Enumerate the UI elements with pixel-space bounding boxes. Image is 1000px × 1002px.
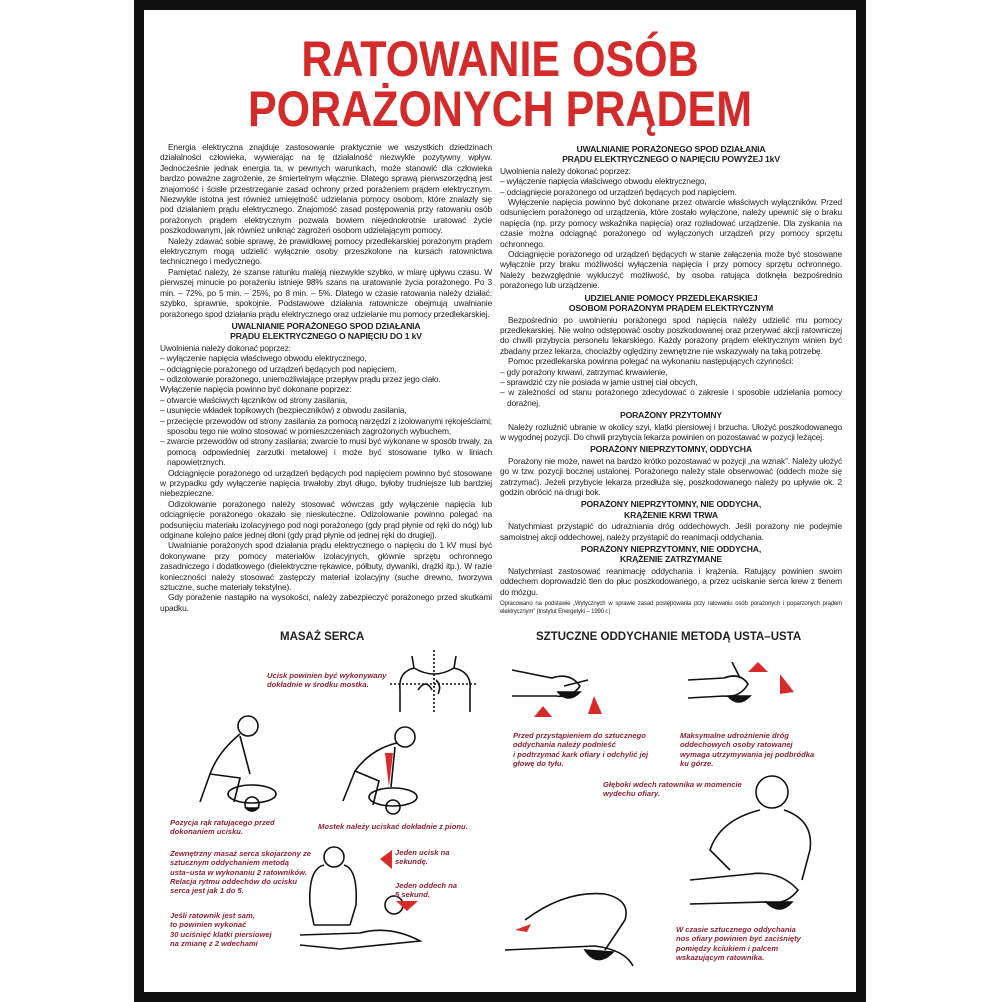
paragraph: Odizolowanie porażonego należy stosować wówczas gdy wyłączenie napięcia lub odciągnięcie porażonego okazało się nieskuteczne. Odizolowanie powinno polegać na podsunięciu materiału izolacyjnego pod nogi porażonego (gdy prąd płynie od ręki do nóg) lub odginane kolejno palce jednej dłoni (gdy prąd płynie od jednej ręki do drugiej). (160, 498, 492, 541)
caption-single-rescuer: Jeśli ratownik jest sam, to powinien wykonać 30 uciśnięć klatki piersiowej na zmianę z 2 wdechami (170, 911, 272, 948)
section-heading: UWALNIANIE PORAŻONEGO SPOD DZIAŁANIA PRĄDU ELEKTRYCZNEGO O NAPIĘCIU DO 1 kV (230, 320, 422, 342)
section-heading: PORAŻONY NIEPRZYTOMNY, NIE ODDYCHA, KRĄŻENIE KRWI TRWA (580, 499, 762, 520)
paragraph: Pomoc przedlekarska powinna polegać na wykonaniu następujących czynności: (508, 356, 794, 367)
section-heading: PORAŻONY NIEPRZYTOMNY, ODDYCHA (590, 444, 752, 455)
paragraph: Wyłączenie napięcia powinno być dokonane przez otwarcie właściwych wyłączników. Przed odsunięciem porażonego od urządzenia, które zostało wyłączone, należy upewnić się o braku napięcia (np. przy pomocy wskaźnika napięcia) oraz rozładować urządzenie. Dla zyskania na czasie można odciągnąć porażonego od wyłączonych urządzeń przy pomocy sprzętu ochronnego. (500, 197, 842, 249)
caption-inhale: Głęboki wdech ratownika w momencie wydechu ofiary. (603, 780, 742, 799)
list-item: – wyłączenie napięcia właściwego obwodu elektrycznego, (500, 176, 707, 187)
caption-airway: Maksymalne udrożnienie dróg oddechowych osoby ratowanej wymaga utrzymywania jej podbródka ku górze. (680, 731, 815, 768)
airway-illustration (688, 662, 808, 722)
list-item: – zwarcie przewodów od strony zasilania; zwarcie to musi być wykonane w sposób trwały, za pomocą odpowiedniej zarzutki metalowej i może być stosowane tylko w liniach napowietrznych. (160, 436, 492, 468)
paragraph: Uwolnienia należy dokonać poprzez: (160, 342, 291, 353)
title-line-1-text: RATOWANIE OSÓB (301, 31, 699, 87)
heart-massage-title: MASAŻ SERCA (280, 631, 365, 643)
paragraph: Pamiętać należy, że szanse ratunku maleją niezwykle szybko, w miarę upływu czasu. W pierwszej minucie po porażeniu istnieje 98% szans na uratowanie życia porażonego. Po 3 min. – 72%, po 5 min. – 25%, po 8 min. – 5%. Dlatego w czasie ratowania należy działać: szybko, sprawnie, spokojnie. Podstawowe działania ratownicze obejmują uwalnianie porażonego spod działania prądu elektrycznego oraz udzielanie mu pomocy przedlekarskiej. (160, 266, 492, 319)
paragraph: Gdy porażenie nastąpiło na wysokości, należy zabezpieczyć porażonego przed skutkami upadku. (160, 592, 492, 613)
section-heading: PORAŻONY NIEPRZYTOMNY, NIE ODDYCHA, KRĄŻENIE ZATRZYMANE (580, 544, 762, 565)
caption-hand-position: Pozycja rąk ratującego przed dokonaniem ucisku. (170, 818, 275, 837)
section-heading: UWALNIANIE PORAŻONEGO SPOD DZIAŁANIA PRĄDU ELEKTRYCZNEGO O NAPIĘCIU POWYŻEJ 1kV (562, 144, 780, 165)
caption-nose-pinch: W czasie sztucznego oddychania nos ofiary powinien być zaciśnięty pomiędzy kciukiem i palcem wskazującym ratownika. (676, 925, 801, 962)
left-text-column (160, 142, 492, 613)
cpr-hand-position-illustration (190, 712, 280, 812)
paragraph: Natychmiast przystąpić do udrażniania dróg oddechowych. Jeśli porażony nie podejmie samoistnej akcji oddechowej, należy przystąpić do reanimacji oddychania. (500, 521, 842, 542)
list-item: – otwarcie właściwych łączników od strony zasilania, (160, 394, 348, 405)
paragraph: Uwalnianie porażonych spod działania prądu elektrycznego o napięciu do 1 kV musi być dokonywane przy pomocy materiałów izolacyjnych, głównie sprzętu ochronnego zasadniczego i dodatkowego (dielektryczne rękawice, półbuty, dywaniki, drążki itp.). W razie konieczności należy stosować zastępczy materiał izolacyjny (suche drewno, tworzywa sztuczne, suche materiały tekstylne). (160, 540, 492, 593)
rescue-breathing-title: SZTUCZNE ODDYCHANIE METODĄ USTA–USTA (536, 631, 802, 643)
list-item: – wyłączenie napięcia właściwego obwodu elektrycznego, (160, 353, 367, 364)
caption-neck-support: Przed przystąpieniem do sztucznego oddychania należy podnieść i podtrzymać kark ofiary i odchylić jej głowę do tyłu. (513, 731, 649, 768)
paragraph: Należy rozluźnić ubranie w okolicy szyi, klatki piersiowej i brzucha. Ułożyć poszkodowanego w wygodnej pozycji. Do chwili przybycia lekarza powinien on pozostawać w pozycji leżącej. (500, 421, 842, 442)
section-heading: PORAŻONY PRZYTOMNY (619, 410, 723, 421)
caption-sternum: Ucisk powinien być wykonywany dokładnie w środku mostka. (267, 671, 387, 690)
poster-title-line-2 (0, 81, 1000, 137)
paragraph: Bezpośrednio po uwolnieniu porażonego spod napięcia należy udzielić mu pomocy przedlekarskiej. Nie wolno odstępować osoby poszkodowanej oraz przerywać akcji ratowniczej do chwili przybycia personelu lekarskiego. Każdy porażony prądem elektrycznym winien być zbadany przez lekarza, chociażby oględziny zewnętrzne nie wskazywały na taką potrzebę. (500, 314, 842, 356)
list-item: – odizolowanie porażonego, uniemożliwiające przepływ prądu przez jego ciało. (160, 373, 441, 384)
list-item: – sprawdzić czy nie posiada w jamie ustnej ciał obcych, (500, 376, 698, 387)
mouth-to-mouth-illustration (505, 880, 655, 975)
paragraph: Natychmiast zastosować reanimację oddychania i krążenia. Ratujący powinien swoim oddechem doprowadzić tlen do płuc poszkodowanego, a przez uciskanie serca krew z tlenem do mózgu. (500, 565, 842, 597)
source-footnote: Opracowano na podstawie „Wytycznych w sprawie zasad postępowania przy ratowaniu osób porażonych i poparzonych prądem elektrycznym” (Instytut Energetyki – 1990 r.) (500, 601, 842, 615)
list-item: – odciągnięcie porażonego od urządzeń będących pod napięciem, (160, 363, 397, 374)
paragraph: Energia elektryczna znajduje zastosowanie praktycznie we wszystkich dziedzinach działalności człowieka, wywierając na tę działalność niezwykle pozytywny wpływ. Jednocześnie jednak energia ta, w pewnych warunkach, może stanowić dla człowieka bardzo poważne zagrożenie, ze śmiertelnym włącznie. Dlatego sprawą pierwszorzędną jest znajomość i ścisłe przestrzeganie zasad ochrony przed porażeniem prądem elektrycznym. Niezwykle istotna jest również umiejętność udzielania pomocy osobom, które znalazły się pod działaniem prądu elektrycznego. Znajomość zasad postępowania przy ratowaniu osób porażonych prądem elektrycznym pozwala bowiem niejednokrotnie uratować życie poszkodowanym, jak również uniknąć zagrożeń osobom udzielającym pomocy. (160, 142, 492, 236)
list-item: – przecięcie przewodów od strony zasilania za pomocą narzędzi z izolowanymi rękojeściami; sposobu tego nie wolno stosować w pomieszczeniach zagrożonych wybuchem, (160, 415, 492, 436)
list-item: – w zależności od stanu porażonego zdecydować o zakresie i sposobie udzielania pomocy doraźnej. (500, 387, 842, 408)
list-item: – gdy porażony krwawi, zatrzymać krwawienie, (500, 366, 668, 377)
title-line-2-text: PORAŻONYCH PRĄDEM (247, 81, 753, 137)
paragraph: Należy zdawać sobie sprawę, że prawidłowej pomocy przedlekarskiej porażonym prądem elektrycznym mogą udzielić wyłącznie osoby przeszkolone na kursach ratownictwa technicznego i medycznego. (160, 235, 492, 267)
section-heading: UDZIELANIE POMOCY PRZEDLEKARSKIEJ OSOBOM PORAŻONYM PRĄDEM ELEKTRYCZNYM (568, 292, 774, 314)
paragraph: Uwolnienia należy dokonać poprzez: (500, 165, 631, 176)
paragraph: Odciągnięcie porażonego od urządzeń będących w stanie załączenia może być stosowane wyłącznie przy braku możliwości wyłączenia napięcia i przy pomocy sprzętu ochronnego. Należy bezwzględnie wykluczyć możliwość, by osoba ratująca dotknęła bezpośrednio porażonego lub urządzenie. (500, 249, 842, 291)
neck-support-illustration (512, 662, 622, 722)
rescuer-inhale-illustration (690, 770, 820, 915)
caption-breath-rate: Jeden oddech na 5 sekund. (395, 881, 458, 900)
caption-press-rate: Jeden ucisk na sekundę. (395, 848, 450, 867)
torso-illustration (390, 650, 480, 715)
list-item: – odciągnięcie porażonego od urządzeń będących pod napięciem. (500, 186, 737, 197)
poster-title-line-1 (0, 31, 1000, 87)
list-item: – usunięcie wkładek topikowych (bezpieczników) z obwodu zasilania, (160, 405, 407, 416)
caption-vertical-press: Mostek należy uciskać dokładnie z pionu. (318, 822, 468, 831)
paragraph: Wyłączenie napięcia powinno być dokonane poprzez: (160, 384, 352, 395)
paragraph: Odciągnięcie porażonego od urządzeń będących pod napięciem powinno być stosowane w przypadku gdy wyłączenie napięcia trwałoby zbyt długo, byłoby trudniejsze lub bardziej niebezpieczne. (160, 467, 492, 499)
right-text-column (500, 142, 842, 616)
cpr-vertical-press-illustration (335, 725, 425, 815)
paragraph: Porażony nie może, nawet na bardzo krótko pozostawać w pozycji „na wznak”. Należy ułożyć go w tzw. pozycji bocznej ustalonej. Porażonego należy stale obserwować (oddech może się zatrzymać). Jeżeli przybycie lekarza przedłuża się, poszkodowanego należy po upływie ok. 2 godzin obrócić na drugi bok. (500, 455, 842, 497)
caption-two-rescuers: Zewnętrzny masaż serca skojarzony ze sztucznym oddychaniem metodą usta–usta w wykonaniu 2 ratowników. Relacja rytmu oddechów do ucisku serca jest jak 1 do 5. (170, 849, 311, 896)
